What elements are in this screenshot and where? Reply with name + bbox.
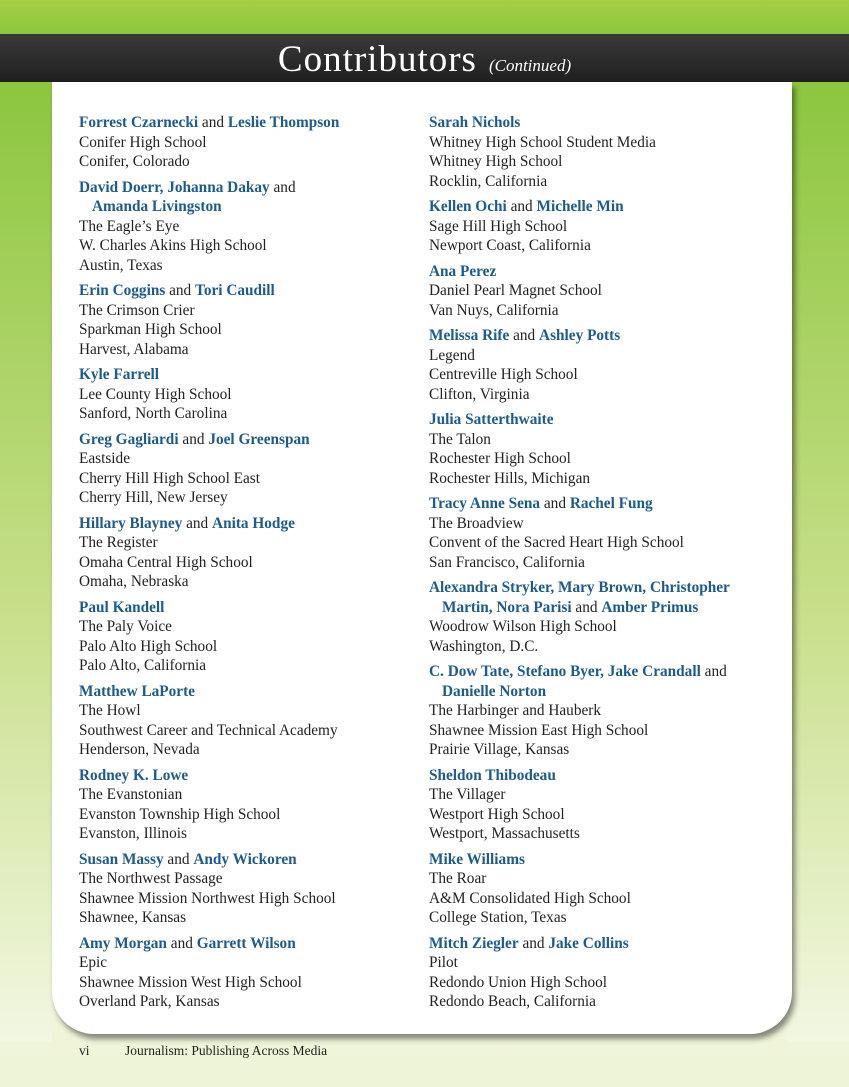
contributor-name: Joel Greenspan [208,430,310,448]
contributor-detail: Rocklin, California [429,172,548,190]
contributor-name: Rodney K. Lowe [79,766,189,784]
contributor-detail: The Talon [429,430,491,448]
contributor-names-continued [429,598,769,618]
left-column [79,113,409,1018]
contributor-names [429,113,769,133]
contributor-entry [429,410,769,488]
contributor-entry [79,598,409,676]
contributor-name: David Doerr, Johanna Dakay [79,178,270,196]
contributor-names [429,578,769,598]
contributor-detail: Shawnee Mission East High School [429,721,649,739]
contributor-detail: The Howl [79,702,141,719]
contributor-name: Hillary Blayney [79,514,183,532]
contributor-entry [79,682,409,760]
contributor-name: Ana Perez [429,262,497,280]
contributor-name: Andy Wickoren [193,850,297,868]
contributor-entry [429,850,769,928]
contributor-name: Greg Gagliardi [79,430,179,448]
contributor-name: Kyle Farrell [79,366,159,383]
name-conjunction: and [540,495,570,512]
contributor-entry [429,197,769,256]
contributor-detail: Evanston Township High School [79,805,281,823]
contributor-name: Tracy Anne Sena [429,495,541,512]
contributor-detail: Woodrow Wilson High School [429,618,617,635]
contributor-entry [79,934,409,1012]
contributor-detail: The Roar [429,870,487,887]
contributor-names [429,934,769,954]
contributor-entry [79,514,409,592]
contributor-detail: Westport High School [429,805,565,823]
name-conjunction: and [571,598,602,616]
contributor-detail: Shawnee Mission Northwest High School [79,889,336,907]
contributor-detail: Centreville High School [429,366,578,383]
contributor-detail: Clifton, Virginia [429,385,530,403]
contributor-names [79,850,409,870]
contributor-detail: W. Charles Akins High School [79,237,267,254]
name-conjunction: and [163,850,194,868]
page-number: vi [79,1043,90,1058]
contributor-detail: Evanston, Illinois [79,825,187,842]
contributor-names [429,662,769,682]
contributor-detail: College Station, Texas [429,909,567,926]
contributor-entry [429,934,769,1012]
contributor-name: Forrest Czarnecki [79,114,199,131]
contributor-detail: The Evanstonian [79,786,183,803]
contributor-detail: Austin, Texas [79,256,163,274]
contributor-name: Alexandra Stryker, Mary Brown, Christopher [429,579,730,596]
contributor-name: Susan Massy [79,850,164,868]
contributor-detail: Conifer, Colorado [79,153,190,170]
contributor-detail: Sanford, North Carolina [79,405,228,422]
contributor-detail: Epic [79,954,108,971]
contributor-detail: Shawnee Mission West High School [79,973,302,991]
contributor-name: Martin, Nora Parisi [442,598,572,616]
contributor-entry [79,850,409,928]
contributor-names [429,410,769,430]
contributor-names [429,494,769,514]
contributor-detail: The Northwest Passage [79,870,223,887]
contributor-detail: San Francisco, California [429,553,585,571]
contributor-name: Sarah Nichols [429,114,521,131]
contributor-names [79,430,409,450]
contributor-entry [79,113,409,172]
contributor-detail: Cherry Hill High School East [79,469,260,487]
contributor-names [429,262,769,282]
page-subtitle: (Continued) [488,56,572,75]
contributor-detail: Eastside [79,450,130,467]
contributor-detail: Palo Alto High School [79,637,218,655]
name-conjunction: and [166,934,197,952]
contributor-names [79,934,409,954]
contributor-names [79,598,409,618]
page-title: Contributors [277,39,477,80]
contributor-detail: Daniel Pearl Magnet School [429,282,602,299]
left-green-margin [0,82,52,1042]
name-conjunction: and [178,430,209,448]
contributor-names [79,682,409,702]
contributor-detail: Rochester Hills, Michigan [429,469,591,487]
contributor-name: Danielle Norton [442,682,547,700]
name-conjunction: and [700,663,727,680]
contributor-names-continued [429,682,769,702]
contributor-name: Amber Primus [601,598,699,616]
contributor-name: Anita Hodge [212,514,295,532]
contributor-names [79,178,409,198]
contributor-detail: Van Nuys, California [429,301,559,319]
contributor-name: Leslie Thompson [227,114,340,131]
contributor-detail: Newport Coast, California [429,237,591,254]
contributor-name: Matthew LaPorte [79,682,195,700]
contributor-entry [79,365,409,424]
contributor-name: Mike Williams [429,850,525,868]
contributor-detail: Harvest, Alabama [79,340,189,358]
contributor-name: Kellen Ochi [429,198,507,215]
contributor-name: Erin Coggins [79,282,166,299]
contributor-detail: Omaha Central High School [79,553,253,571]
contributor-detail: Palo Alto, California [79,657,207,674]
contributor-name: Garrett Wilson [196,934,296,952]
book-title: Journalism: Publishing Across Media [125,1043,328,1058]
contributor-detail: Sage Hill High School [429,217,568,235]
contributor-name: C. Dow Tate, Stefano Byer, Jake Crandall [429,663,701,680]
contributor-names [79,113,409,133]
contributor-name: Rachel Fung [569,495,653,512]
name-conjunction: and [182,514,213,532]
contributor-detail: Redondo Union High School [429,973,608,991]
contributor-detail: The Crimson Crier [79,301,195,319]
contributor-name: Paul Kandell [79,598,165,616]
name-conjunction: and [518,934,549,952]
top-green-band [0,0,849,34]
contributor-detail: Rochester High School [429,450,571,467]
contributor-detail: The Harbinger and Hauberk [429,702,602,719]
contributor-detail: Shawnee, Kansas [79,909,187,926]
contributor-detail: Henderson, Nevada [79,741,200,758]
contributor-names [429,197,769,217]
contributor-entry [429,662,769,760]
contributor-name: Michelle Min [536,198,624,215]
right-green-margin [787,82,849,1042]
contributor-detail: The Broadview [429,514,524,532]
contributor-entry [429,766,769,844]
contributor-name: Amanda Livingston [92,198,222,215]
contributor-detail: Washington, D.C. [429,637,539,655]
contributor-detail: The Paly Voice [79,618,172,635]
contributor-names [79,281,409,301]
name-conjunction: and [269,178,296,196]
contributor-detail: The Eagle’s Eye [79,217,180,235]
contributor-name: Mitch Ziegler [429,934,519,952]
contributor-detail: Whitney High School Student Media [429,133,656,151]
contributor-name: Melissa Rife [429,327,510,344]
contributor-name: Jake Collins [548,934,629,952]
contributor-entry [79,430,409,508]
contributor-detail: Lee County High School [79,385,232,403]
contributor-names [79,365,409,385]
contributor-detail: Southwest Career and Technical Academy [79,721,338,739]
contributor-detail: Conifer High School [79,133,207,151]
contributor-detail: Westport, Massachusetts [429,825,580,842]
contributor-entry [79,281,409,359]
contributor-detail: Omaha, Nebraska [79,573,189,590]
page-footer [79,1043,327,1059]
contributor-entry [429,113,769,191]
contributor-detail: Sparkman High School [79,321,222,338]
contributor-names [79,766,409,786]
contributor-detail: Whitney High School [429,153,563,170]
contributor-names [429,850,769,870]
contributor-entry [429,578,769,656]
contributor-detail: The Villager [429,786,506,803]
contributor-name: Tori Caudill [195,282,275,299]
contributor-detail: Legend [429,346,475,364]
contributor-entry [79,178,409,276]
contributor-detail: Pilot [429,954,458,971]
contributor-detail: Cherry Hill, New Jersey [79,489,228,506]
right-column [429,113,769,1018]
contributor-detail: The Register [79,534,158,551]
contributor-names [429,766,769,786]
page-header [0,34,849,82]
contributor-names-continued [79,197,409,217]
contributor-detail: Overland Park, Kansas [79,993,220,1010]
contributor-entry [79,766,409,844]
contributor-name: Ashley Potts [539,327,621,344]
contributor-detail: A&M Consolidated High School [429,889,631,907]
contributor-detail: Convent of the Sacred Heart High School [429,534,684,551]
contributor-entry [429,326,769,404]
contributor-detail: Prairie Village, Kansas [429,741,570,758]
contributor-name: Sheldon Thibodeau [429,766,556,784]
name-conjunction: and [509,327,540,344]
contributor-name: Amy Morgan [79,934,167,952]
name-conjunction: and [506,198,537,215]
contributor-detail: Redondo Beach, California [429,993,596,1010]
name-conjunction: and [165,282,196,299]
name-conjunction: and [198,114,228,131]
contributor-name: Julia Satterthwaite [429,411,554,428]
contributor-entry [429,262,769,321]
contributor-names [429,326,769,346]
contributor-entry [429,494,769,572]
contributor-names [79,514,409,534]
